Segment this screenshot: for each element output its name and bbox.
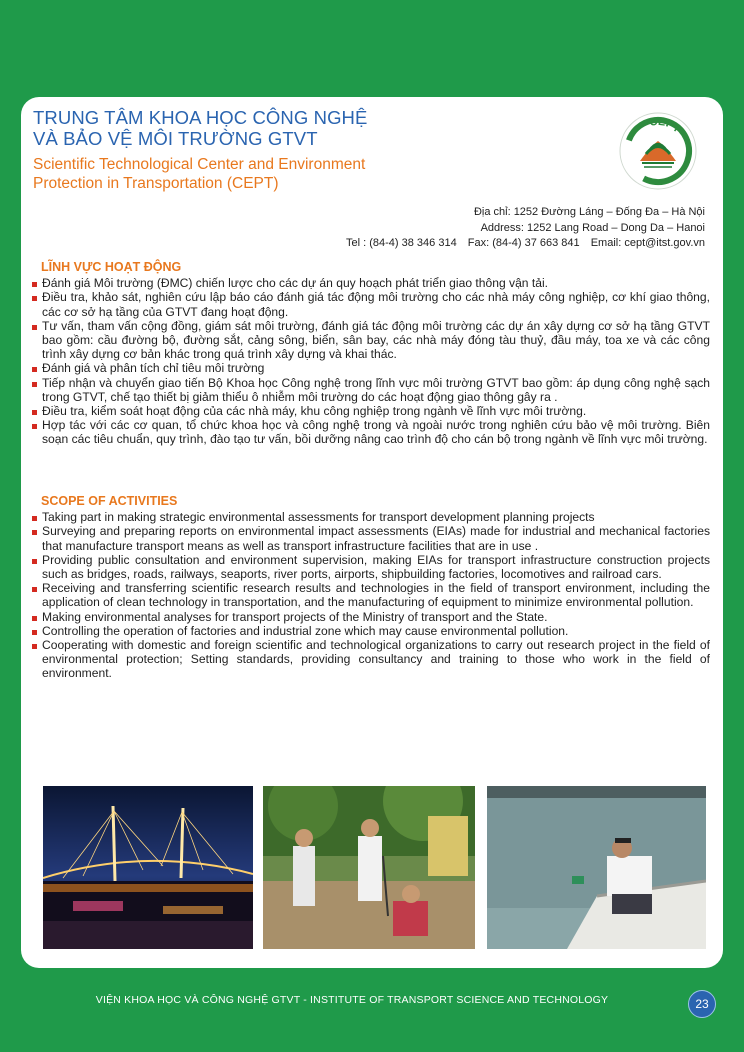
list-item: Tiếp nhận và chuyển giao tiến Bộ Khoa học Công nghệ trong lĩnh vực môi trường GTVT bao gồm: áp dụng công nghệ sạch trong GTVT, chế tạo thiết bị giảm thiểu ô nhiễm môi trường do các hoạt động giao thông gây ra . (32, 376, 710, 404)
activities-vn-list (32, 276, 710, 446)
list-item: Đánh giá và phân tích chỉ tiêu môi trường (32, 361, 710, 375)
field-survey-photo (263, 786, 475, 949)
cept-logo (618, 111, 698, 191)
address-en: Address: 1252 Lang Road – Dong Da – Hanoi (480, 221, 705, 234)
list-item: Making environmental analyses for transport projects of the Ministry of transport and the State. (32, 610, 710, 624)
footer (0, 994, 744, 1006)
list-item: Receiving and transferring scientific research results and technologies in the field of transport environment, including the application of clean technology in transportation, and the manufacturing of equipment to minimize environmental pollution. (32, 581, 710, 609)
list-item: Cooperating with domestic and foreign scientific and technological organizations to carry out research project in the field of environmental protection; Setting standards, providing consultancy and training to those who work in the field of environment. (32, 638, 710, 681)
tel: Tel : (84-4) 38 346 314 (346, 237, 457, 249)
activities-vn-title: LĨNH VỰC HOẠT ĐỘNG (41, 260, 182, 274)
content-card (21, 97, 723, 968)
contact-numbers (338, 236, 705, 252)
list-item: Đánh giá Môi trường (ĐMC) chiến lược cho các dự án quy hoạch phát triển giao thông vận tải. (32, 276, 710, 290)
title-vn-line1: TRUNG TÂM KHOA HỌC CÔNG NGHỆ (33, 107, 368, 128)
activities-en-list (32, 510, 710, 680)
fax: Fax: (84-4) 37 663 841 (467, 237, 580, 249)
list-item: Tư vấn, tham vấn cộng đồng, giám sát môi trường, đánh giá tác động môi trường các dự án xây dựng cơ sở hạ tầng GTVT bao gồm: cầu đường bộ, đường sắt, cảng sông, biển, sân bay, các nhà máy đóng tàu thuỷ, đầu máy, toa xe và các công trình xây dựng cơ bản khác trong quá trình xây dựng và khai thác. (32, 319, 710, 362)
page-number-badge: 23 (688, 990, 716, 1018)
list-item: Providing public consultation and environment supervision, making EIAs for transport infrastructure construction projects such as bridges, roads, railways, seaports, river ports, airports, shipbuilding factories, locomotives and railroad cars. (32, 553, 710, 581)
activities-en-section (32, 494, 710, 681)
water-sampling-photo (487, 786, 706, 949)
title-vn-line2: VÀ BẢO VỆ MÔI TRƯỜNG GTVT (33, 128, 318, 149)
logo-text: CEPT (648, 115, 683, 136)
footer-text: VIỆN KHOA HỌC VÀ CÔNG NGHỆ GTVT - INSTITUTE OF TRANSPORT SCIENCE AND TECHNOLOGY (95, 994, 609, 1006)
title-english (33, 155, 365, 193)
address-vn: Địa chỉ: 1252 Đường Láng – Đống Đa – Hà Nội (473, 206, 705, 218)
photo-strip (43, 786, 706, 949)
contact-block (338, 205, 705, 252)
list-item: Điều tra, kiểm soát hoạt động của các nhà máy, khu công nghiệp trong ngành về lĩnh vực môi trường. (32, 404, 710, 418)
title-vietnamese (33, 107, 367, 149)
title-en-line2: Protection in Transportation (CEPT) (33, 175, 279, 192)
activities-vn-section (32, 260, 710, 447)
list-item: Taking part in making strategic environmental assessments for transport development planning projects (32, 510, 710, 524)
activities-en-title: SCOPE OF ACTIVITIES (41, 494, 178, 508)
list-item: Điều tra, khảo sát, nghiên cứu lập báo cáo đánh giá tác động môi trường cho các nhà máy công nghiệp, cơ khí giao thông, các cơ sở hạ tầng của GTVT đang hoạt động. (32, 290, 710, 318)
list-item: Controlling the operation of factories and industrial zone which may cause environmental pollution. (32, 624, 710, 638)
list-item: Hợp tác với các cơ quan, tổ chức khoa học và công nghệ trong và ngoài nước trong nghiên cứu bảo vệ môi trường. Biên soạn các tiêu chuẩn, quy trình, đào tạo tư vấn, bồi dưỡng nâng cao trình độ cho cán bộ trong ngành về lĩnh vực môi trường. (32, 418, 710, 446)
title-en-line1: Scientific Technological Center and Environment (33, 156, 366, 173)
list-item: Surveying and preparing reports on environmental impact assessments (EIAs) made for industrial and mechanical factories that manufacture transport means as well as transport infrastructure facilities that are in use . (32, 524, 710, 552)
bridge-night-photo (43, 786, 253, 949)
email: Email: cept@itst.gov.vn (590, 237, 705, 249)
